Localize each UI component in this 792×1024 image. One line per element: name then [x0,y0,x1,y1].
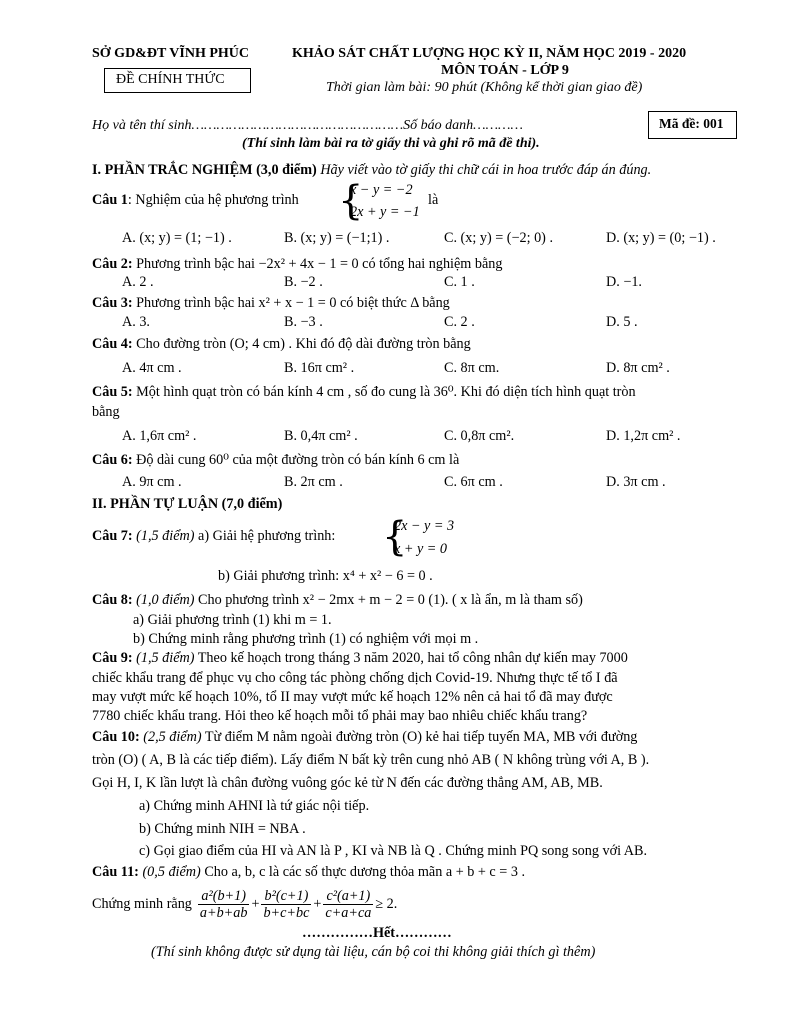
q9-line-4: 7780 chiếc khẩu trang. Hỏi theo kế hoạch mỗi tổ phải may bao nhiêu chiếc khẩu trang? [92,708,588,724]
q7-label: Câu 7: [92,528,133,544]
part1-title: I. PHẦN TRẮC NGHIỆM (3,0 điểm) [92,162,317,178]
q8-stem [92,592,583,609]
q2-option-b: B. −2 . [284,274,323,290]
q11-text: Cho a, b, c là các số thực dương thỏa mãn a + b + c = 3 . [204,864,526,880]
exam-title: KHẢO SÁT CHẤT LƯỢNG HỌC KỲ II, NĂM HỌC 2019 - 2020 [292,46,687,61]
q1-option-c: C. (x; y) = (−2; 0) . [444,230,553,246]
q9-line-2: chiếc khẩu trang để phục vụ cho công tác phòng chống dịch Covid-19. Nhưng thực tế tổ I đã [92,670,618,686]
time-note: Thời gian làm bài: 90 phút (Không kể thời gian giao đề) [326,80,643,95]
q7-points: (1,5 điểm) [136,528,195,544]
q7-stem [92,528,335,545]
q4-stem [92,336,471,353]
q11-prove-label: Chứng minh rằng [92,895,192,912]
q5-option-d: D. 1,2π cm² . [606,428,681,444]
q1-tail: là [428,192,439,208]
exam-code: Mã đề: 001 [659,116,724,131]
q9-stem [92,650,628,667]
q4-option-a: A. 4π cm . [122,360,182,376]
q5-text: Một hình quạt tròn có bán kính 4 cm , số đo cung là 36⁰. Khi đó diện tích hình quạt tròn [136,384,636,400]
q10-part-a: a) Chứng minh AHNI là tứ giác nội tiếp. [139,798,370,814]
q1-option-b: B. (x; y) = (−1;1) . [284,230,390,246]
q1-system-brace: { [338,178,364,224]
q10-points: (2,5 điểm) [143,729,202,745]
q1-eq2: 2x + y = −1 [350,204,420,220]
footer-note: (Thí sinh không được sử dụng tài liệu, cán bộ coi thi không giải thích gì thêm) [151,944,596,960]
q10-line-1: Từ điểm M nằm ngoài đường tròn (O) kẻ hai tiếp tuyến MA, MB với đường [204,729,638,745]
department-name: SỞ GD&ĐT VĨNH PHÚC [92,46,250,61]
q3-label: Câu 3: [92,295,133,311]
q3-stem [92,295,450,312]
q3-text: Phương trình bậc hai x² + x − 1 = 0 có biệt thức Δ bằng [136,295,450,311]
q11-stem [92,864,525,881]
q2-option-a: A. 2 . [122,274,154,290]
q4-text: Cho đường tròn (O; 4 cm) . Khi đó độ dài đường tròn bằng [136,336,471,352]
q5-option-a: A. 1,6π cm² . [122,428,197,444]
q5-option-b: B. 0,4π cm² . [284,428,358,444]
q10-part-c: c) Gọi giao điểm của HI và AN là P , KI và NB là Q . Chứng minh PQ song song với AB. [139,843,648,859]
instruction: (Thí sinh làm bài ra tờ giấy thi và ghi rõ mã đề thi). [242,136,540,151]
q6-stem [92,452,459,469]
q10-label: Câu 10: [92,729,140,745]
q4-option-c: C. 8π cm. [444,360,500,376]
q1-option-d: D. (x; y) = (0; −1) . [606,230,716,246]
q11-points: (0,5 điểm) [142,864,201,880]
q9-points: (1,5 điểm) [136,650,195,666]
q8-label: Câu 8: [92,592,133,608]
official-label: ĐỀ CHÍNH THỨC [116,72,225,87]
q1-label: Câu 1 [92,192,128,208]
q11-rhs: ≥ 2. [375,895,398,912]
q5-stem-line2: bằng [92,404,120,420]
q2-option-c: C. 1 . [444,274,475,290]
end-marker: ……………Hết………… [302,925,452,941]
q6-option-d: D. 3π cm . [606,474,666,490]
q3-option-c: C. 2 . [444,314,475,330]
q10-stem [92,729,637,746]
q6-text: Độ dài cung 60⁰ của một đường tròn có bán kính 6 cm là [136,452,460,468]
q1-text: : Nghiệm của hệ phương trình [127,192,299,208]
q11-inequality: Chứng minh rằng $\frac{\text{a²(b+1)}}{a+b+ab}$ + $\frac{\text{b²(c+1)}}{b+c+bc}$ + $\frac{\text{c²(a+1)}}{c+a+ca}$ ≥ 2. [92,887,398,921]
q4-option-b: B. 16π cm² . [284,360,355,376]
q5-stem [92,384,636,401]
q1-option-a: A. (x; y) = (1; −1) . [122,230,232,246]
q8-part-b: b) Chứng minh rằng phương trình (1) có nghiệm với mọi m . [133,631,479,647]
q8-text: Cho phương trình x² − 2mx + m − 2 = 0 (1). ( x là ẩn, m là tham số) [198,592,583,608]
q3-option-a: A. 3. [122,314,150,330]
q7-eq2: x + y = 0 [394,541,448,557]
q1-stem [92,192,299,209]
q5-label: Câu 5: [92,384,133,400]
q8-part-a: a) Giải phương trình (1) khi m = 1. [133,612,332,628]
candidate-line: Họ và tên thí sinh……………………………………………Số báo danh………… [92,118,523,133]
q7-part-a: a) Giải hệ phương trình: [198,528,336,544]
q9-label: Câu 9: [92,650,133,666]
q8-points: (1,0 điểm) [136,592,195,608]
q7-eq1: 2x − y = 3 [394,518,455,534]
q1-eq1: x − y = −2 [350,182,413,198]
part2-title: II. PHẦN TỰ LUẬN (7,0 điểm) [92,496,283,512]
part1-subtitle: Hãy viết vào tờ giấy thi chữ cái in hoa trước đáp án đúng. [320,162,652,178]
q10-line-2: tròn (O) ( A, B là các tiếp điểm). Lấy điểm N bất kỳ trên cung nhỏ AB ( N không trùng với A, B ). [92,752,650,768]
q2-label: Câu 2: [92,256,133,272]
q3-option-d: D. 5 . [606,314,638,330]
q3-option-b: B. −3 . [284,314,323,330]
q6-option-c: C. 6π cm . [444,474,503,490]
q2-stem [92,256,502,273]
q7-part-b: b) Giải phương trình: x⁴ + x² − 6 = 0 . [218,568,433,584]
q11-fraction-2: $\frac{\text{b²(c+1)}}{b+c+bc}$ [263,887,310,921]
q7-system-brace: { [382,514,408,560]
q2-option-d: D. −1. [606,274,642,290]
q6-option-a: A. 9π cm . [122,474,182,490]
part1-heading [92,162,651,179]
q6-label: Câu 6: [92,452,133,468]
q11-fraction-1: $\frac{\text{a²(b+1)}}{a+b+ab}$ [199,887,248,921]
q10-line-3: Gọi H, I, K lần lượt là chân đường vuông góc kẻ từ N đến các đường thẳng AM, AB, MB. [92,775,603,791]
q11-label: Câu 11: [92,864,139,880]
q10-part-b: b) Chứng minh NIH = NBA . [139,821,306,837]
q4-option-d: D. 8π cm² . [606,360,670,376]
q6-option-b: B. 2π cm . [284,474,343,490]
q9-line-1: Theo kế hoạch trong tháng 3 năm 2020, hai tổ công nhân dự kiến may 7000 [197,650,628,666]
q9-line-3: may vượt mức kế hoạch 10%, tổ II may vượt mức kế hoạch 12% nên cả hai tổ đã may được [92,689,613,705]
subject-title: MÔN TOÁN - LỚP 9 [441,63,569,78]
q11-fraction-3: $\frac{\text{c²(a+1)}}{c+a+ca}$ [325,887,372,921]
q4-label: Câu 4: [92,336,133,352]
q2-text: Phương trình bậc hai −2x² + 4x − 1 = 0 có tổng hai nghiệm bằng [136,256,503,272]
q5-option-c: C. 0,8π cm². [444,428,515,444]
